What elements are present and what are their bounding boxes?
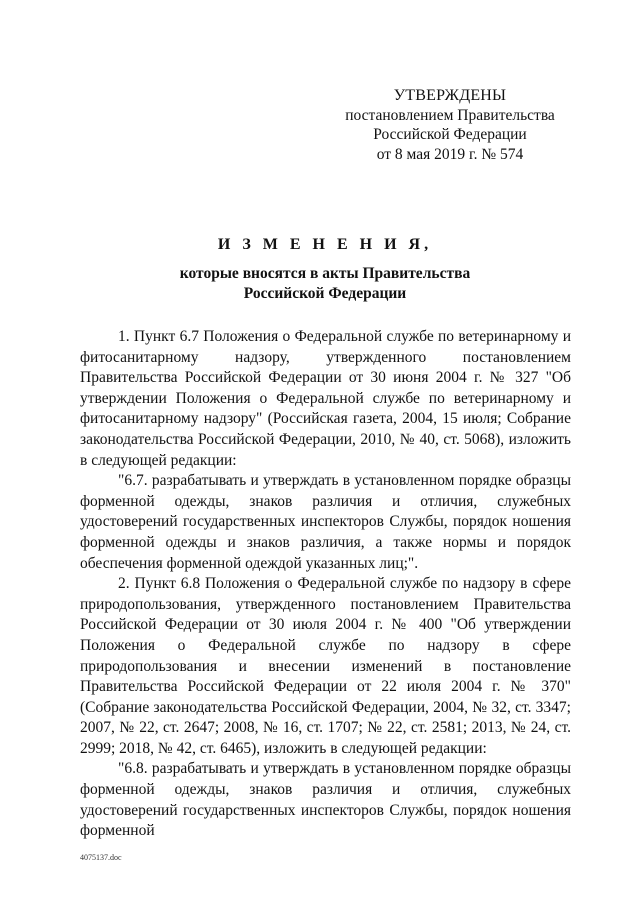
document-subtitle-line-1: которые вносятся в акты Правительства (179, 265, 471, 282)
approval-line-3: от 8 мая 2019 г. № 574 (376, 145, 524, 163)
approval-line-1: постановлением Правительства (345, 106, 555, 124)
paragraph-3: 2. Пункт 6.8 Положения о Федеральной службе по надзору в сфере природопользования, утвержденного постановлением Правительства Российской Федерации от 30 июля 2004 г. № 400 "Об утверждении Положения о Федеральной службе по надзору в сфере природопользования и внесении изменений в постановление Правительства Российской Федерации от 22 июля 2004 г. № 370" (Собрание законодательства Российской Федерации, 2004, № 32, ст. 3347; 2007, № 22, ст. 2647; 2008, № 16, ст. 1707; № 22, ст. 2581; 2013, № 24, ст. 2999; 2018, № 42, ст. 6465), изложить в следующей редакции: (80, 575, 571, 757)
approval-line-2: Российской Федерации (373, 126, 527, 143)
document-heading (80, 234, 570, 304)
approval-title: УТВЕРЖДЕНЫ (393, 87, 507, 104)
paragraph-1: 1. Пункт 6.7 Положения о Федеральной службе по ветеринарному и фитосанитарному надзору, утвержденного постановлением Правительства Российской Федерации от 30 июня 2004 г. № 327 "Об утверждении Положения о Федеральной службе по ветеринарному и фитосанитарному надзору" (Российская газета, 2004, 15 июля; Собрание законодательства Российской Федерации, 2010, № 40, ст. 5068), изложить в следующей редакции: (80, 328, 571, 469)
document-body (80, 327, 571, 842)
document-title: И З М Е Н Е Н И Я, (217, 236, 433, 253)
paragraph-2: "6.7. разрабатывать и утверждать в установленном порядке образцы форменной одежды, знаков различия и отличия, служебных удостоверений государственных инспекторов Службы, порядок ношения форменной одежды и знаков различия, а также нормы и порядок обеспечения форменной одеждой указанных лиц;". (80, 472, 571, 572)
document-subtitle-line-2: Российской Федерации (243, 285, 407, 302)
approval-stamp (300, 86, 600, 164)
paragraph-4: "6.8. разрабатывать и утверждать в установленном порядке образцы форменной одежды, знаков различия и отличия, служебных удостоверений государственных инспекторов Службы, порядок ношения форменной (80, 760, 571, 840)
footer-file-name: 4075137.doc (80, 853, 122, 862)
